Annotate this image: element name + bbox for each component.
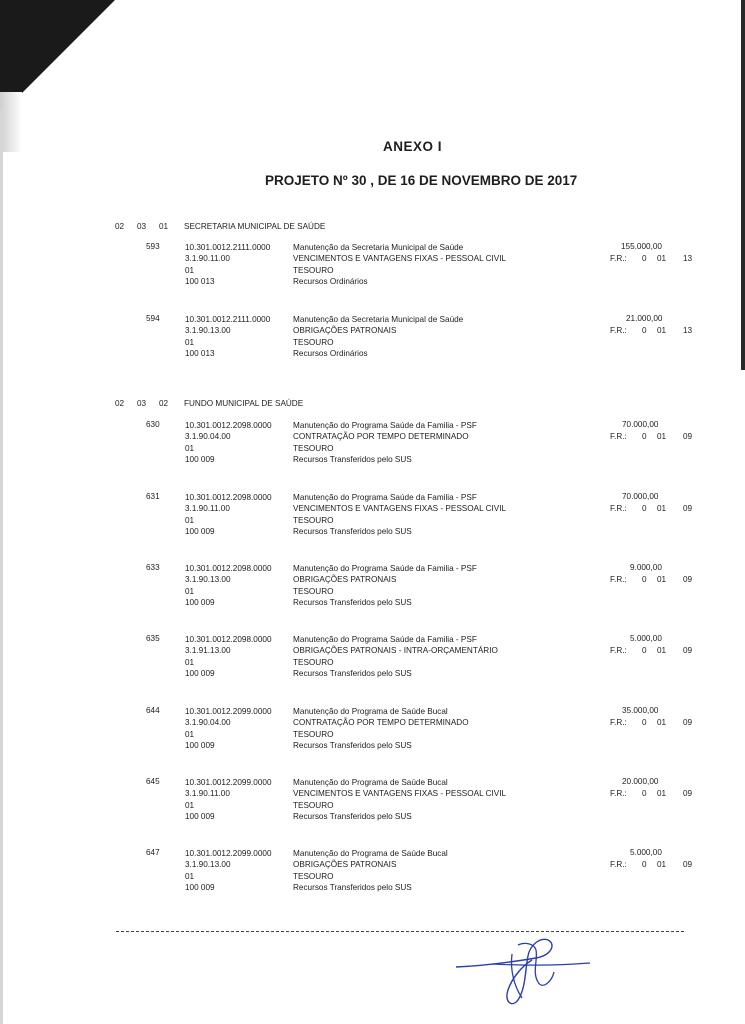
program-name: Manutenção do Programa Saúde da Familia - PSF xyxy=(293,421,477,430)
program-code: 10.301.0012.2098.0000 xyxy=(185,421,272,430)
entry-number: 631 xyxy=(146,492,160,501)
entry-descriptions xyxy=(293,706,469,751)
expense-name: VENCIMENTOS E VANTAGENS FIXAS - PESSOAL CIVIL xyxy=(293,254,507,264)
entry-descriptions xyxy=(293,563,477,608)
fr-value-2: 01 xyxy=(657,860,667,869)
fr-value-2: 01 xyxy=(657,254,667,263)
fr-value-1: 0 xyxy=(642,789,647,798)
fr-value-2: 01 xyxy=(657,789,667,798)
entry-codes xyxy=(185,563,272,608)
section-code-2: 03 xyxy=(137,222,147,231)
program-name: Manutenção do Programa de Saúde Bucal xyxy=(293,778,448,787)
entry-amount: 35.000,00 xyxy=(622,706,659,715)
source-code: 01 xyxy=(185,265,195,275)
entry-amount: 21.000,00 xyxy=(626,314,663,323)
source-code: 01 xyxy=(185,729,195,739)
source-name: TESOURO xyxy=(293,800,334,810)
fr-value-3: 09 xyxy=(683,718,693,727)
fr-label: F.R.: xyxy=(610,575,627,584)
entry-descriptions xyxy=(293,242,506,287)
section-name: FUNDO MUNICIPAL DE SAÚDE xyxy=(184,399,304,408)
source-name: TESOURO xyxy=(293,871,334,881)
resource-name: Recursos Transferidos pelo SUS xyxy=(293,526,412,536)
source-name: TESOURO xyxy=(293,729,334,739)
expense-name: VENCIMENTOS E VANTAGENS FIXAS - PESSOAL CIVIL xyxy=(293,789,507,799)
source-name: TESOURO xyxy=(293,443,334,453)
fr-label: F.R.: xyxy=(610,860,627,869)
fold-shadow xyxy=(0,92,22,152)
source-name: TESOURO xyxy=(293,337,334,347)
footer-divider xyxy=(116,931,684,932)
source-name: TESOURO xyxy=(293,657,334,667)
expense-code: 3.1.90.04.00 xyxy=(185,432,231,442)
fr-label: F.R.: xyxy=(610,718,627,727)
fr-value-3: 09 xyxy=(683,860,693,869)
entry-amount: 9.000,00 xyxy=(630,563,662,572)
entry-descriptions xyxy=(293,777,506,822)
entry-codes xyxy=(185,420,272,465)
resource-code: 100 009 xyxy=(185,740,215,750)
entry-codes xyxy=(185,492,272,537)
fr-value-1: 0 xyxy=(642,326,647,335)
entry-codes xyxy=(185,706,272,751)
program-code: 10.301.0012.2098.0000 xyxy=(185,564,272,573)
fr-value-2: 01 xyxy=(657,432,667,441)
fr-value-3: 09 xyxy=(683,504,693,513)
expense-code: 3.1.90.13.00 xyxy=(185,575,231,585)
source-code: 01 xyxy=(185,515,195,525)
fr-label: F.R.: xyxy=(610,646,627,655)
resource-name: Recursos Transferidos pelo SUS xyxy=(293,811,412,821)
section-code-3: 01 xyxy=(159,222,169,231)
entry-number: 633 xyxy=(146,563,160,572)
resource-name: Recursos Ordinários xyxy=(293,348,368,358)
fr-value-1: 0 xyxy=(642,504,647,513)
source-name: TESOURO xyxy=(293,265,334,275)
source-name: TESOURO xyxy=(293,586,334,596)
resource-name: Recursos Transferidos pelo SUS xyxy=(293,882,412,892)
entry-number: 644 xyxy=(146,706,160,715)
entry-codes xyxy=(185,848,272,893)
fr-value-2: 01 xyxy=(657,646,667,655)
program-code: 10.301.0012.2099.0000 xyxy=(185,778,272,787)
fr-value-2: 01 xyxy=(657,326,667,335)
resource-name: Recursos Transferidos pelo SUS xyxy=(293,454,412,464)
expense-name: CONTRATAÇÃO POR TEMPO DETERMINADO xyxy=(293,718,469,728)
program-name: Manutenção da Secretaria Municipal de Saúde xyxy=(293,315,464,324)
fr-value-2: 01 xyxy=(657,575,667,584)
resource-name: Recursos Ordinários xyxy=(293,276,368,286)
resource-name: Recursos Transferidos pelo SUS xyxy=(293,740,412,750)
expense-code: 3.1.90.13.00 xyxy=(185,860,231,870)
section-code-2: 03 xyxy=(137,399,147,408)
entry-codes xyxy=(185,314,270,359)
entry-codes xyxy=(185,242,270,287)
entry-descriptions xyxy=(293,314,463,359)
program-code: 10.301.0012.2111.0000 xyxy=(185,243,271,252)
scan-edge-left xyxy=(0,110,3,1024)
section-code-3: 02 xyxy=(159,399,169,408)
expense-name: OBRIGAÇÕES PATRONAIS xyxy=(293,860,397,870)
fr-value-3: 09 xyxy=(683,575,693,584)
resource-code: 100 009 xyxy=(185,597,215,607)
program-code: 10.301.0012.2098.0000 xyxy=(185,635,272,644)
fr-value-1: 0 xyxy=(642,646,647,655)
entry-number: 630 xyxy=(146,420,160,429)
annex-title: ANEXO I xyxy=(383,139,443,154)
source-code: 01 xyxy=(185,871,195,881)
source-name: TESOURO xyxy=(293,515,334,525)
entry-descriptions xyxy=(293,848,448,893)
fr-value-3: 09 xyxy=(683,646,693,655)
fr-value-3: 09 xyxy=(683,432,693,441)
resource-code: 100 009 xyxy=(185,882,215,892)
program-name: Manutenção do Programa Saúde da Familia - PSF xyxy=(293,635,477,644)
section-name: SECRETARIA MUNICIPAL DE SAÚDE xyxy=(184,222,326,231)
expense-name: OBRIGAÇÕES PATRONAIS - INTRA-ORÇAMENTÁRIO xyxy=(293,646,498,656)
resource-code: 100 009 xyxy=(185,526,215,536)
fr-value-3: 09 xyxy=(683,789,693,798)
fr-value-1: 0 xyxy=(642,254,647,263)
entry-number: 647 xyxy=(146,848,160,857)
expense-name: VENCIMENTOS E VANTAGENS FIXAS - PESSOAL CIVIL xyxy=(293,504,507,514)
expense-code: 3.1.90.04.00 xyxy=(185,718,231,728)
source-code: 01 xyxy=(185,657,195,667)
expense-code: 3.1.91.13.00 xyxy=(185,646,231,656)
fr-value-2: 01 xyxy=(657,504,667,513)
expense-name: OBRIGAÇÕES PATRONAIS xyxy=(293,575,397,585)
entry-descriptions xyxy=(293,492,506,537)
expense-code: 3.1.90.11.00 xyxy=(185,254,230,264)
fr-label: F.R.: xyxy=(610,326,627,335)
fr-value-1: 0 xyxy=(642,718,647,727)
section-code-1: 02 xyxy=(115,222,125,231)
program-code: 10.301.0012.2099.0000 xyxy=(185,849,272,858)
fr-value-3: 13 xyxy=(683,326,693,335)
fr-value-1: 0 xyxy=(642,575,647,584)
program-name: Manutenção do Programa de Saúde Bucal xyxy=(293,849,448,858)
program-code: 10.301.0012.2098.0000 xyxy=(185,493,272,502)
entry-number: 645 xyxy=(146,777,160,786)
fr-value-1: 0 xyxy=(642,432,647,441)
source-code: 01 xyxy=(185,337,195,347)
entry-amount: 20.000,00 xyxy=(622,777,659,786)
entry-descriptions xyxy=(293,420,477,465)
entry-amount: 70.000,00 xyxy=(622,492,659,501)
resource-name: Recursos Transferidos pelo SUS xyxy=(293,597,412,607)
entry-amount: 70.000,00 xyxy=(622,420,659,429)
entry-descriptions xyxy=(293,634,498,679)
fr-label: F.R.: xyxy=(610,254,627,263)
source-code: 01 xyxy=(185,586,195,596)
entry-amount: 5.000,00 xyxy=(630,634,662,643)
source-code: 01 xyxy=(185,443,195,453)
resource-code: 100 009 xyxy=(185,811,215,821)
program-name: Manutenção da Secretaria Municipal de Saúde xyxy=(293,243,464,252)
program-name: Manutenção do Programa de Saúde Bucal xyxy=(293,707,448,716)
project-title: PROJETO Nº 30 , DE 16 DE NOVEMBRO DE 2017 xyxy=(265,173,578,188)
entry-amount: 155.000,00 xyxy=(621,242,662,251)
resource-name: Recursos Transferidos pelo SUS xyxy=(293,668,412,678)
entry-amount: 5.000,00 xyxy=(630,848,662,857)
entry-codes xyxy=(185,777,272,822)
expense-code: 3.1.90.11.00 xyxy=(185,789,230,799)
fr-value-1: 0 xyxy=(642,860,647,869)
program-name: Manutenção do Programa Saúde da Familia - PSF xyxy=(293,564,477,573)
resource-code: 100 013 xyxy=(185,348,215,358)
program-name: Manutenção do Programa Saúde da Familia - PSF xyxy=(293,493,477,502)
expense-code: 3.1.90.13.00 xyxy=(185,326,231,336)
entry-number: 635 xyxy=(146,634,160,643)
entry-number: 594 xyxy=(146,314,160,323)
resource-code: 100 009 xyxy=(185,668,215,678)
fr-label: F.R.: xyxy=(610,789,627,798)
program-code: 10.301.0012.2099.0000 xyxy=(185,707,272,716)
program-code: 10.301.0012.2111.0000 xyxy=(185,315,271,324)
fr-label: F.R.: xyxy=(610,504,627,513)
scan-edge-right xyxy=(741,0,745,370)
resource-code: 100 013 xyxy=(185,276,215,286)
section-code-1: 02 xyxy=(115,399,125,408)
fr-label: F.R.: xyxy=(610,432,627,441)
signature xyxy=(452,930,592,1015)
expense-code: 3.1.90.11.00 xyxy=(185,504,230,514)
entry-codes xyxy=(185,634,272,679)
fr-value-2: 01 xyxy=(657,718,667,727)
entry-number: 593 xyxy=(146,242,160,251)
expense-name: OBRIGAÇÕES PATRONAIS xyxy=(293,326,397,336)
expense-name: CONTRATAÇÃO POR TEMPO DETERMINADO xyxy=(293,432,469,442)
source-code: 01 xyxy=(185,800,195,810)
fr-value-3: 13 xyxy=(683,254,693,263)
resource-code: 100 009 xyxy=(185,454,215,464)
